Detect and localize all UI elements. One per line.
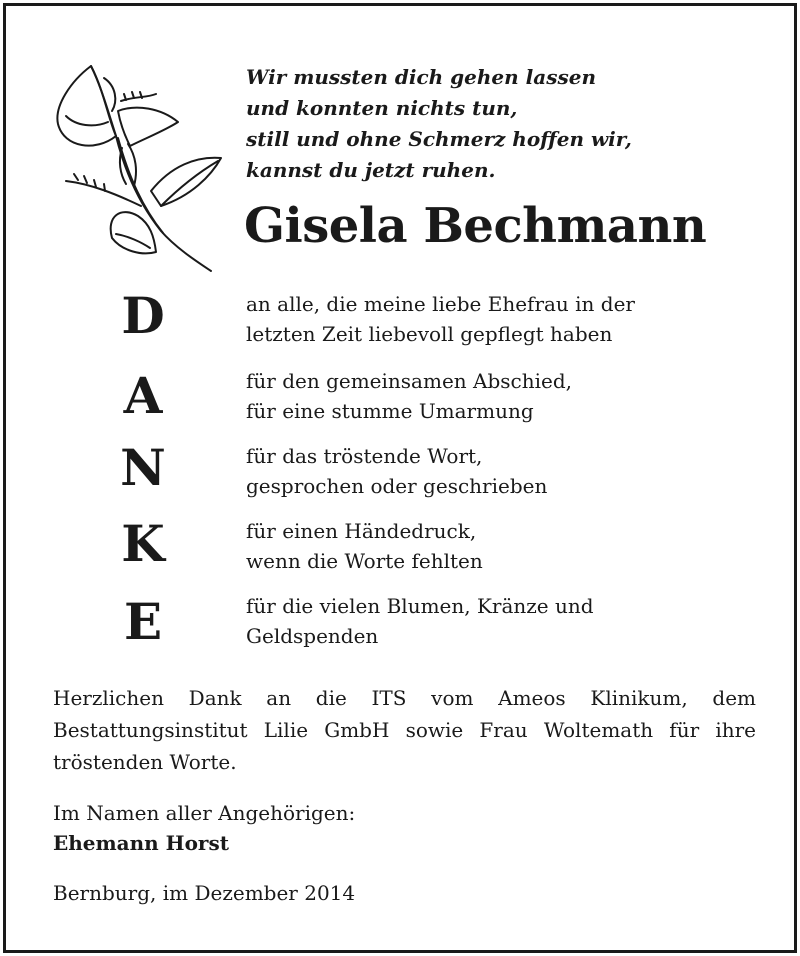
poem-line: Wir mussten dich gehen lassen	[246, 65, 596, 89]
danke-text-a	[246, 366, 572, 426]
danke-line: für eine stumme Umarmung	[246, 399, 534, 423]
danke-letter-a: A	[123, 366, 163, 425]
signature-intro: Im Namen aller Angehörigen:	[53, 801, 356, 825]
danke-text-n	[246, 441, 547, 501]
danke-letter-k: K	[121, 514, 165, 573]
danke-line: an alle, die meine liebe Ehefrau in der	[246, 292, 635, 316]
death-notice	[3, 3, 797, 953]
danke-text-d	[246, 289, 635, 349]
danke-line: für das tröstende Wort,	[246, 444, 483, 468]
danke-letter-d: D	[121, 286, 165, 345]
deceased-name: Gisela Bechmann	[244, 198, 707, 254]
place-date: Bernburg, im Dezember 2014	[53, 881, 356, 905]
danke-text-k	[246, 516, 483, 576]
danke-line: für einen Händedruck,	[246, 519, 477, 543]
danke-line: wenn die Worte fehlten	[246, 549, 483, 573]
thanks-paragraph: Herzlichen Dank an die ITS vom Ameos Klinikum, dem Bestattungsinstitut Lilie GmbH sowie Frau Woltemath für ihre tröstenden Worte.	[53, 686, 756, 774]
danke-text-e	[246, 591, 594, 651]
poem	[246, 62, 632, 186]
danke-line: für den gemeinsamen Abschied,	[246, 369, 573, 393]
poem-line: kannst du jetzt ruhen.	[246, 158, 496, 182]
poem-line: und konnten nichts tun,	[246, 96, 518, 120]
poem-line: still und ohne Schmerz hoffen wir,	[246, 127, 632, 151]
danke-line: gesprochen oder geschrieben	[246, 474, 548, 498]
signature-signer: Ehemann Horst	[53, 831, 229, 855]
calla-lily-icon	[46, 56, 226, 276]
danke-line: letzten Zeit liebevoll gepflegt haben	[246, 322, 613, 346]
danke-letter-n: N	[120, 438, 166, 497]
danke-line: für die vielen Blumen, Kränze und	[246, 594, 594, 618]
danke-line: Geldspenden	[246, 624, 379, 648]
danke-letter-e: E	[123, 592, 163, 651]
